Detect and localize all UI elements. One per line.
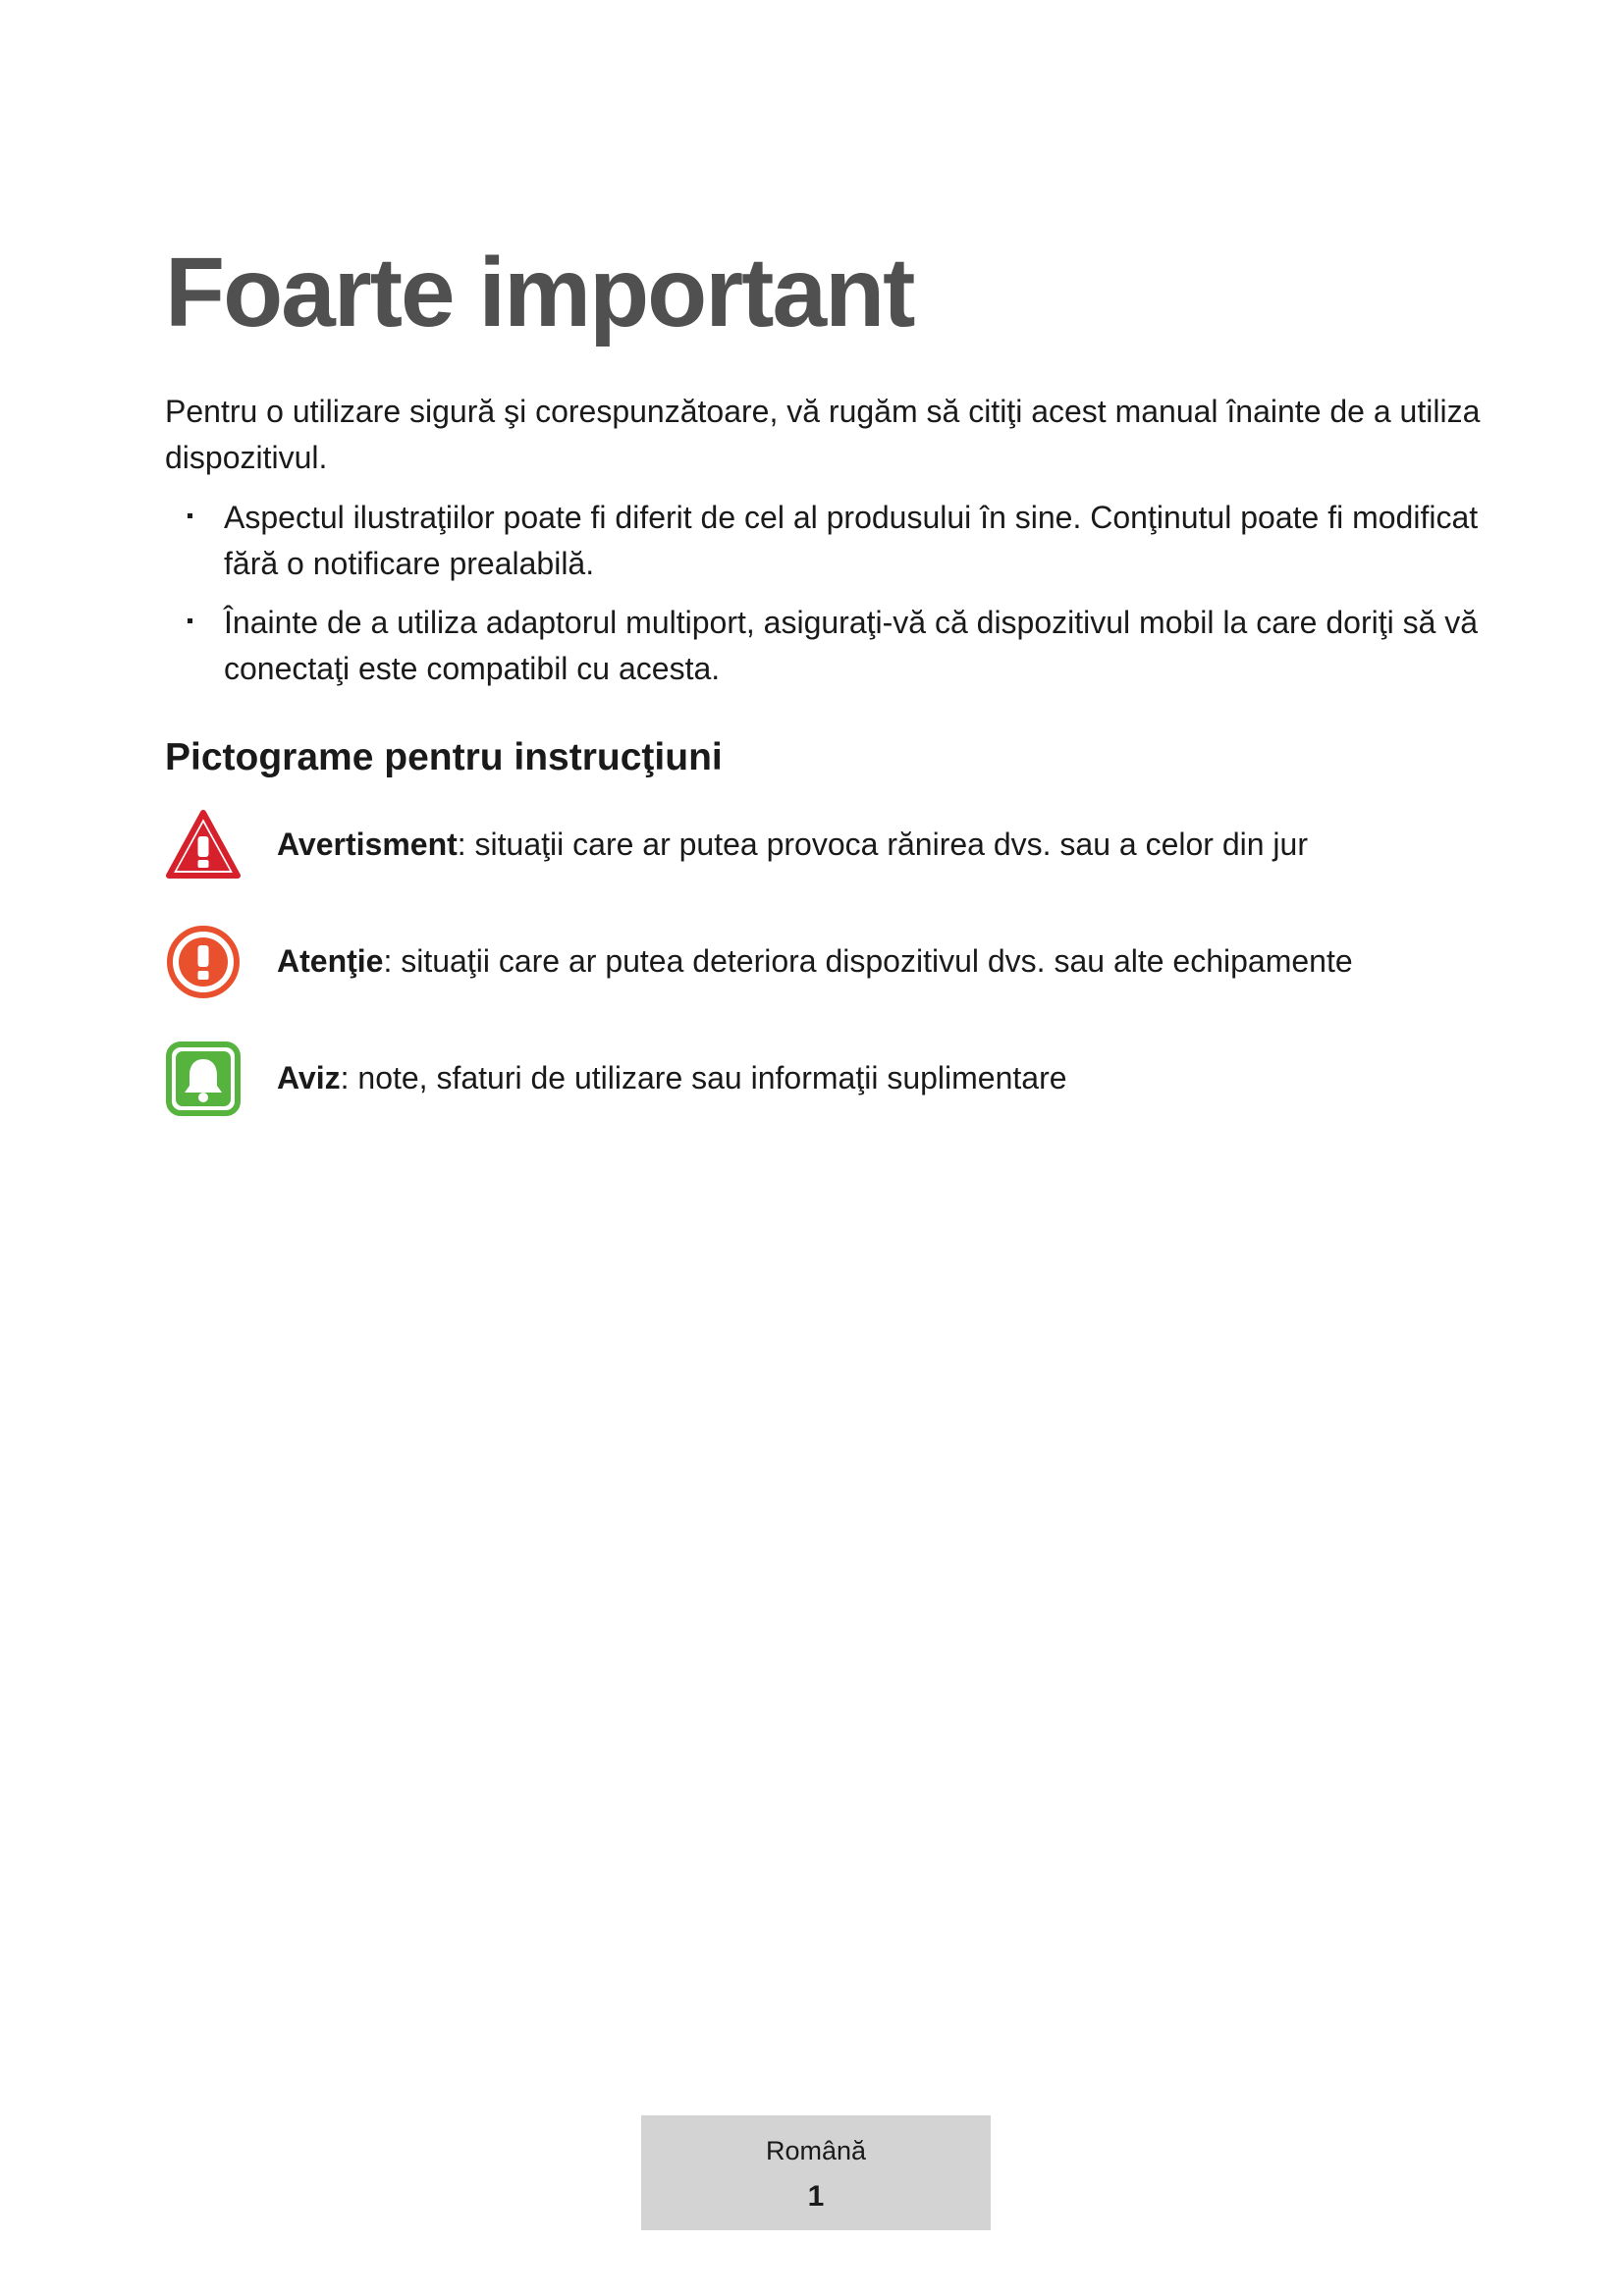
pictogram-row-warning bbox=[165, 807, 1486, 883]
warning-triangle-icon bbox=[165, 807, 242, 883]
page-footer bbox=[641, 2115, 991, 2230]
pictogram-text: : note, sfaturi de utilizare sau informaţii suplimentare bbox=[340, 1060, 1067, 1095]
bullet-item bbox=[165, 600, 1486, 692]
pictogram-term: Avertisment bbox=[277, 827, 458, 862]
bullet-item bbox=[165, 495, 1486, 587]
footer-language: Română bbox=[765, 2136, 867, 2165]
page-number: 1 bbox=[807, 2180, 825, 2213]
pictogram-text: : situaţii care ar putea deteriora dispozitivul dvs. sau alte echipamente bbox=[383, 943, 1353, 979]
bullet-marker bbox=[188, 513, 192, 518]
pictogram-description bbox=[277, 1058, 1067, 1097]
section-heading: Pictograme pentru instrucţiuni bbox=[165, 736, 723, 778]
pictogram-term: Aviz bbox=[277, 1060, 341, 1095]
bullet-list bbox=[165, 495, 1486, 705]
intro-paragraph: Pentru o utilizare sigură şi corespunzătoare, vă rugăm să citiţi acest manual înainte de a utiliza dispozitivul. bbox=[165, 394, 1481, 475]
bullet-marker bbox=[188, 618, 192, 623]
caution-circle-icon bbox=[165, 924, 242, 1000]
pictogram-row-caution bbox=[165, 924, 1486, 1000]
page-title: Foarte important bbox=[165, 238, 914, 347]
pictogram-text: : situaţii care ar putea provoca rănirea dvs. sau a celor din jur bbox=[457, 827, 1308, 862]
pictogram-row-notice bbox=[165, 1041, 1486, 1117]
pictogram-description bbox=[277, 941, 1353, 981]
pictogram-term: Atenţie bbox=[277, 943, 384, 979]
pictogram-description bbox=[277, 825, 1308, 864]
bullet-text: Aspectul ilustraţiilor poate fi diferit de cel al produsului în sine. Conţinutul poate fi modificat fără o notificare prealabilă. bbox=[224, 500, 1479, 581]
bullet-text: Înainte de a utiliza adaptorul multiport, asiguraţi-vă că dispozitivul mobil la care doriţi să vă conectaţi este compatibil cu acesta. bbox=[224, 605, 1479, 686]
notice-bell-icon bbox=[165, 1041, 242, 1117]
